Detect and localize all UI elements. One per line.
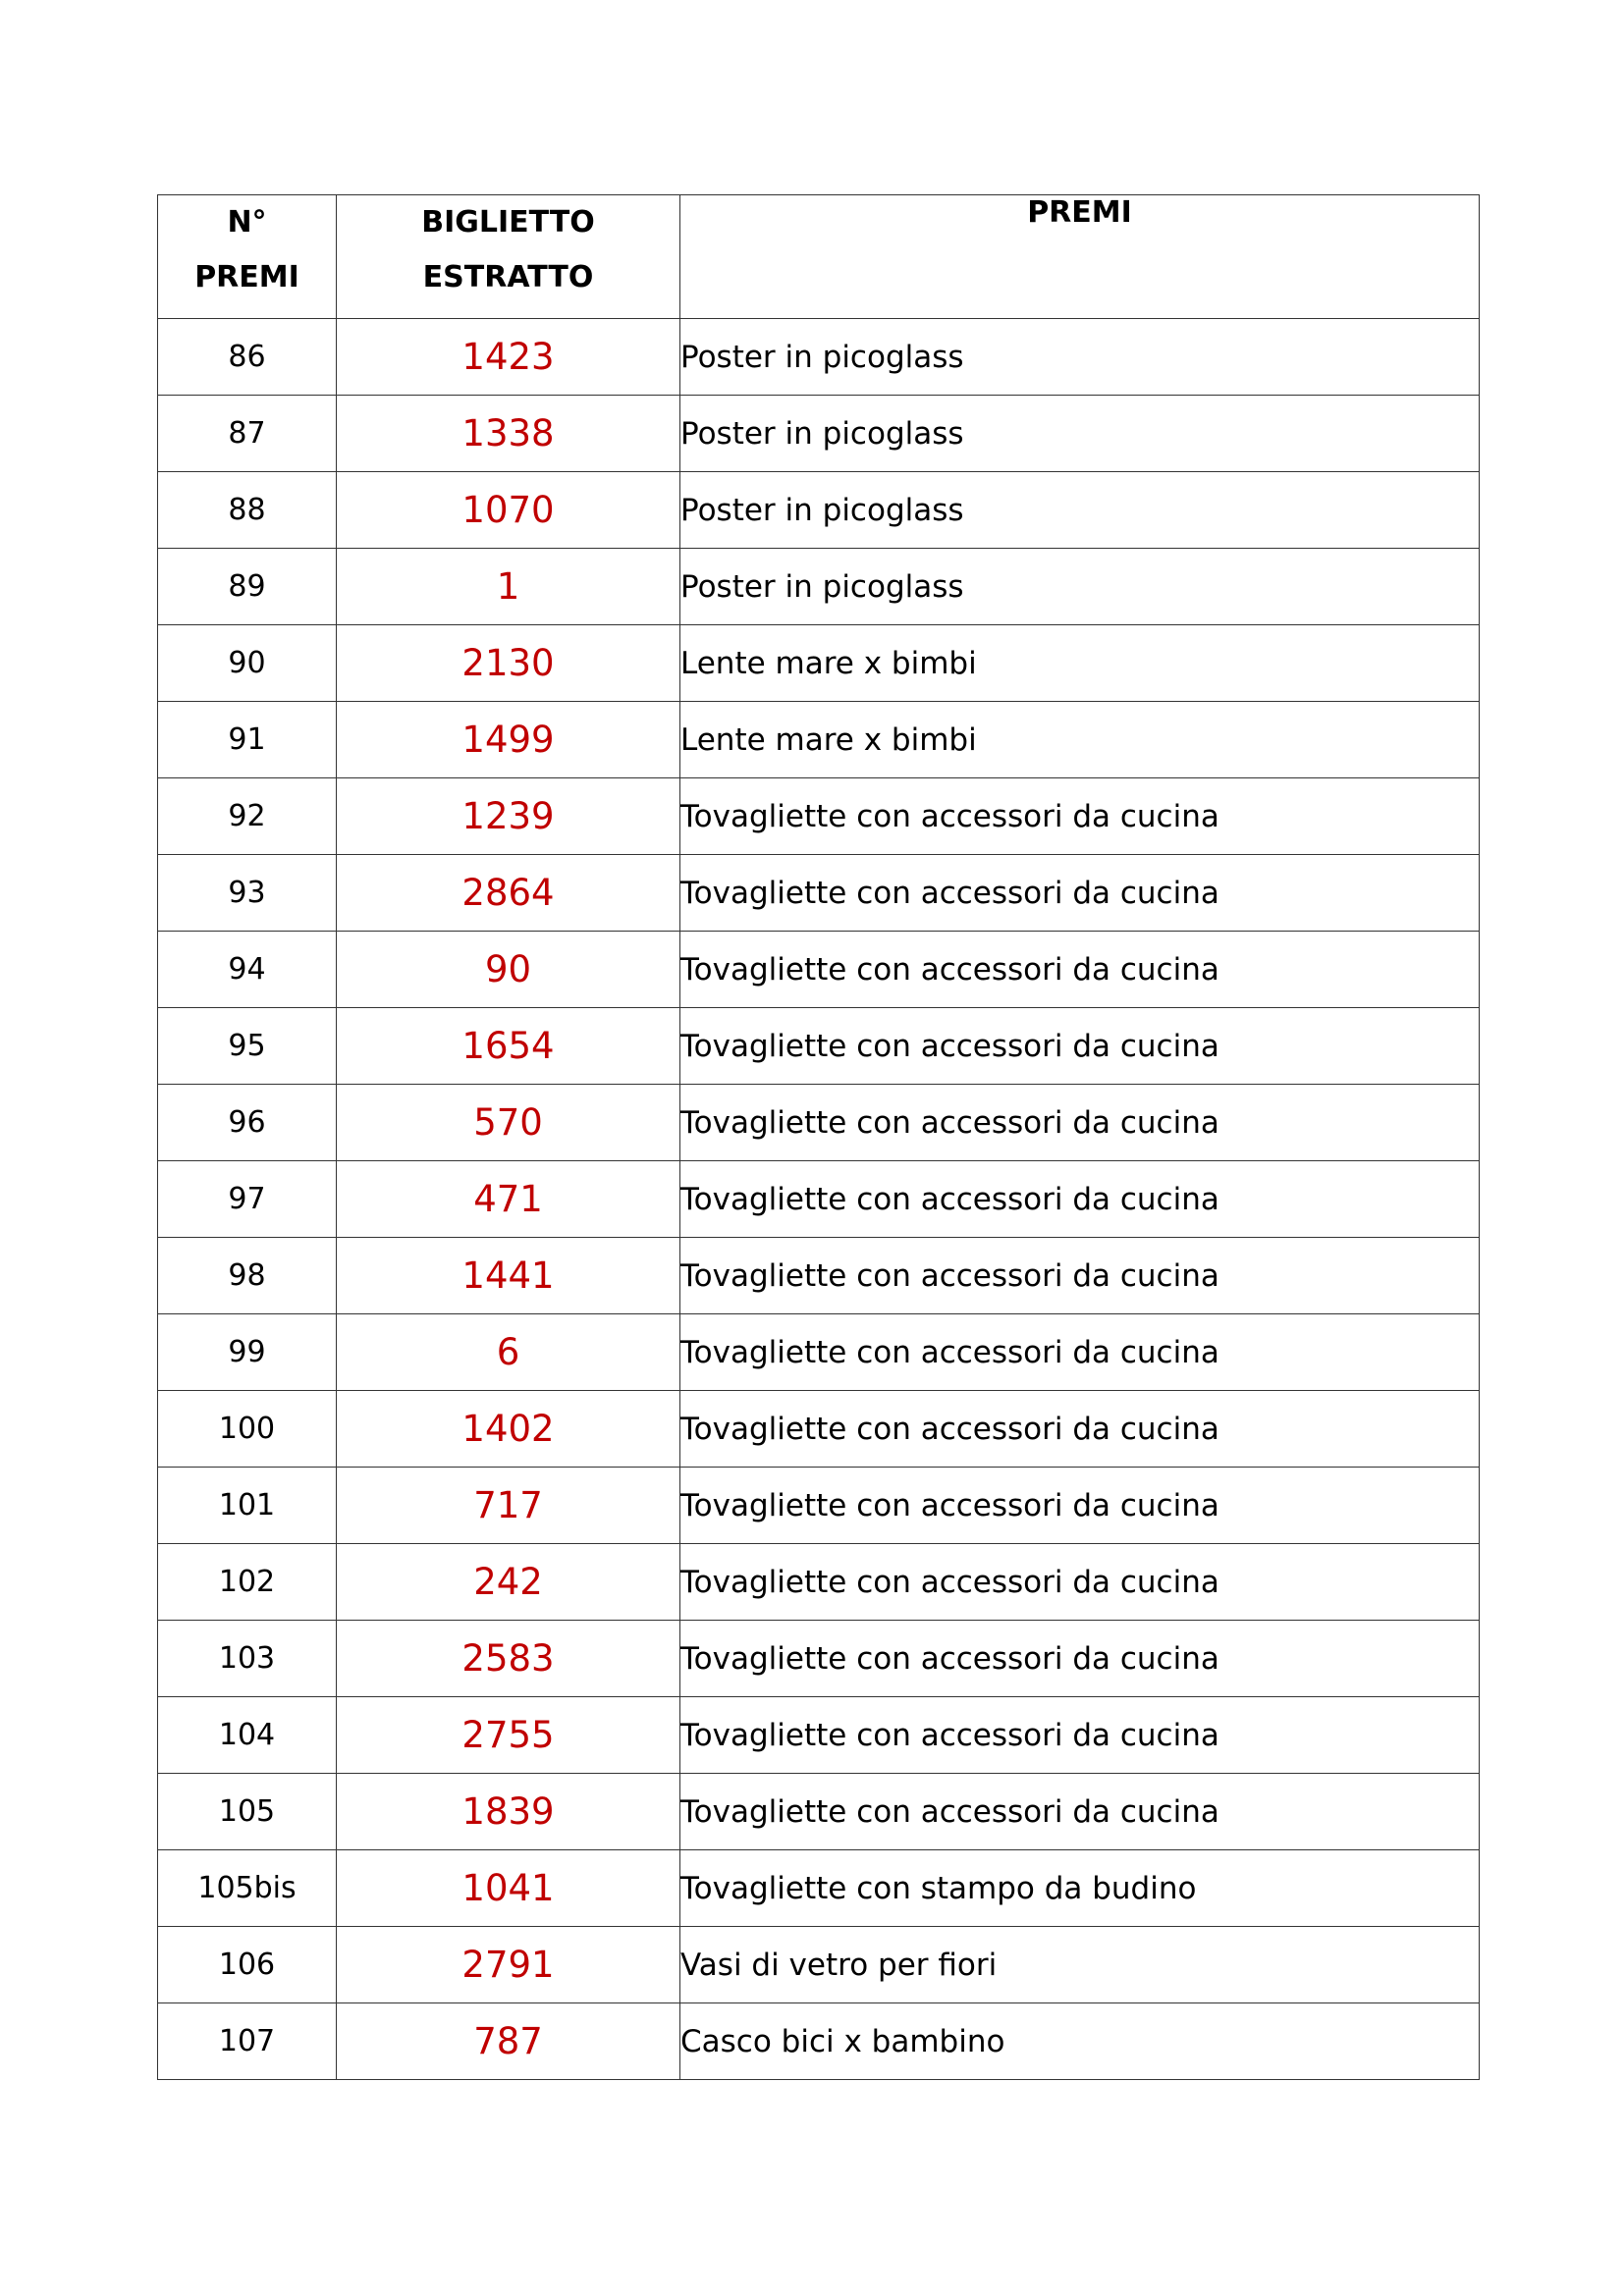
header-ticket-drawn-line2: ESTRATTO [422,260,594,294]
prize-number-cell: 96 [158,1085,337,1161]
ticket-number-cell: 2130 [337,625,680,702]
prize-number-cell: 99 [158,1314,337,1391]
prize-description-cell: Tovagliette con accessori da cucina [680,778,1480,855]
ticket-number-cell: 1499 [337,702,680,778]
table-row [158,1391,1480,1468]
table-header-row [158,195,1480,319]
prize-description-cell: Lente mare x bimbi [680,702,1480,778]
table-row [158,778,1480,855]
ticket-number-cell: 471 [337,1161,680,1238]
ticket-number-cell: 2755 [337,1697,680,1774]
table-row [158,1544,1480,1621]
table-row [158,1468,1480,1544]
prize-number-cell: 107 [158,2003,337,2080]
header-prize-number-line1: N° [227,205,267,240]
table-row [158,1085,1480,1161]
table-body [158,319,1480,2080]
table-row [158,855,1480,932]
prize-number-cell: 92 [158,778,337,855]
ticket-number-cell: 2791 [337,1927,680,2003]
ticket-number-cell: 1423 [337,319,680,396]
prize-description-cell: Tovagliette con accessori da cucina [680,1621,1480,1697]
table-row [158,1927,1480,2003]
prize-description-cell: Tovagliette con accessori da cucina [680,1008,1480,1085]
prize-description-cell: Poster in picoglass [680,319,1480,396]
prize-description-cell: Tovagliette con accessori da cucina [680,1544,1480,1621]
prize-number-cell: 102 [158,1544,337,1621]
prize-number-cell: 90 [158,625,337,702]
ticket-number-cell: 1070 [337,472,680,549]
ticket-number-cell: 2583 [337,1621,680,1697]
table-row [158,1697,1480,1774]
prize-number-cell: 91 [158,702,337,778]
ticket-number-cell: 1041 [337,1850,680,1927]
prize-description-cell: Tovagliette con accessori da cucina [680,1314,1480,1391]
prize-number-cell: 94 [158,932,337,1008]
prize-description-cell: Poster in picoglass [680,472,1480,549]
prize-number-cell: 98 [158,1238,337,1314]
prize-description-cell: Tovagliette con accessori da cucina [680,1238,1480,1314]
table-row [158,932,1480,1008]
table-row [158,1314,1480,1391]
ticket-number-cell: 1 [337,549,680,625]
prize-number-cell: 106 [158,1927,337,2003]
prize-description-cell: Tovagliette con stampo da budino [680,1850,1480,1927]
prize-description-cell: Casco bici x bambino [680,2003,1480,2080]
ticket-number-cell: 6 [337,1314,680,1391]
table-row [158,472,1480,549]
ticket-number-cell: 2864 [337,855,680,932]
prize-description-cell: Tovagliette con accessori da cucina [680,932,1480,1008]
prize-number-cell: 105 [158,1774,337,1850]
header-ticket-drawn-line1: BIGLIETTO [421,205,595,240]
table-row [158,319,1480,396]
ticket-number-cell: 570 [337,1085,680,1161]
table-row [158,2003,1480,2080]
prize-number-cell: 95 [158,1008,337,1085]
prize-description-cell: Tovagliette con accessori da cucina [680,1468,1480,1544]
table-row [158,1850,1480,1927]
ticket-number-cell: 242 [337,1544,680,1621]
prize-description-cell: Tovagliette con accessori da cucina [680,1391,1480,1468]
prize-description-cell: Vasi di vetro per fiori [680,1927,1480,2003]
prize-number-cell: 88 [158,472,337,549]
ticket-number-cell: 1402 [337,1391,680,1468]
table-row [158,549,1480,625]
ticket-number-cell: 1239 [337,778,680,855]
table-row [158,702,1480,778]
prize-number-cell: 97 [158,1161,337,1238]
prize-description-cell: Poster in picoglass [680,549,1480,625]
prize-number-cell: 104 [158,1697,337,1774]
prize-number-cell: 105bis [158,1850,337,1927]
ticket-number-cell: 1441 [337,1238,680,1314]
prize-description-cell: Tovagliette con accessori da cucina [680,855,1480,932]
ticket-number-cell: 1839 [337,1774,680,1850]
prize-description-cell: Tovagliette con accessori da cucina [680,1697,1480,1774]
table-row [158,1621,1480,1697]
ticket-number-cell: 787 [337,2003,680,2080]
prize-description-cell: Tovagliette con accessori da cucina [680,1774,1480,1850]
header-prize-number [158,195,337,319]
prize-number-cell: 86 [158,319,337,396]
table-row [158,396,1480,472]
prize-number-cell: 103 [158,1621,337,1697]
prize-description-cell: Tovagliette con accessori da cucina [680,1085,1480,1161]
header-prize-number-line2: PREMI [194,260,299,294]
prize-number-cell: 89 [158,549,337,625]
table-row [158,1161,1480,1238]
prize-description-cell: Tovagliette con accessori da cucina [680,1161,1480,1238]
header-prize: PREMI [680,195,1480,319]
ticket-number-cell: 90 [337,932,680,1008]
table-row [158,625,1480,702]
ticket-number-cell: 717 [337,1468,680,1544]
table-row [158,1238,1480,1314]
prize-number-cell: 101 [158,1468,337,1544]
table-row [158,1774,1480,1850]
ticket-number-cell: 1654 [337,1008,680,1085]
prize-number-cell: 100 [158,1391,337,1468]
header-ticket-drawn [337,195,680,319]
ticket-number-cell: 1338 [337,396,680,472]
prize-table [157,194,1480,2080]
prize-number-cell: 93 [158,855,337,932]
prize-number-cell: 87 [158,396,337,472]
prize-description-cell: Lente mare x bimbi [680,625,1480,702]
table-row [158,1008,1480,1085]
prize-description-cell: Poster in picoglass [680,396,1480,472]
